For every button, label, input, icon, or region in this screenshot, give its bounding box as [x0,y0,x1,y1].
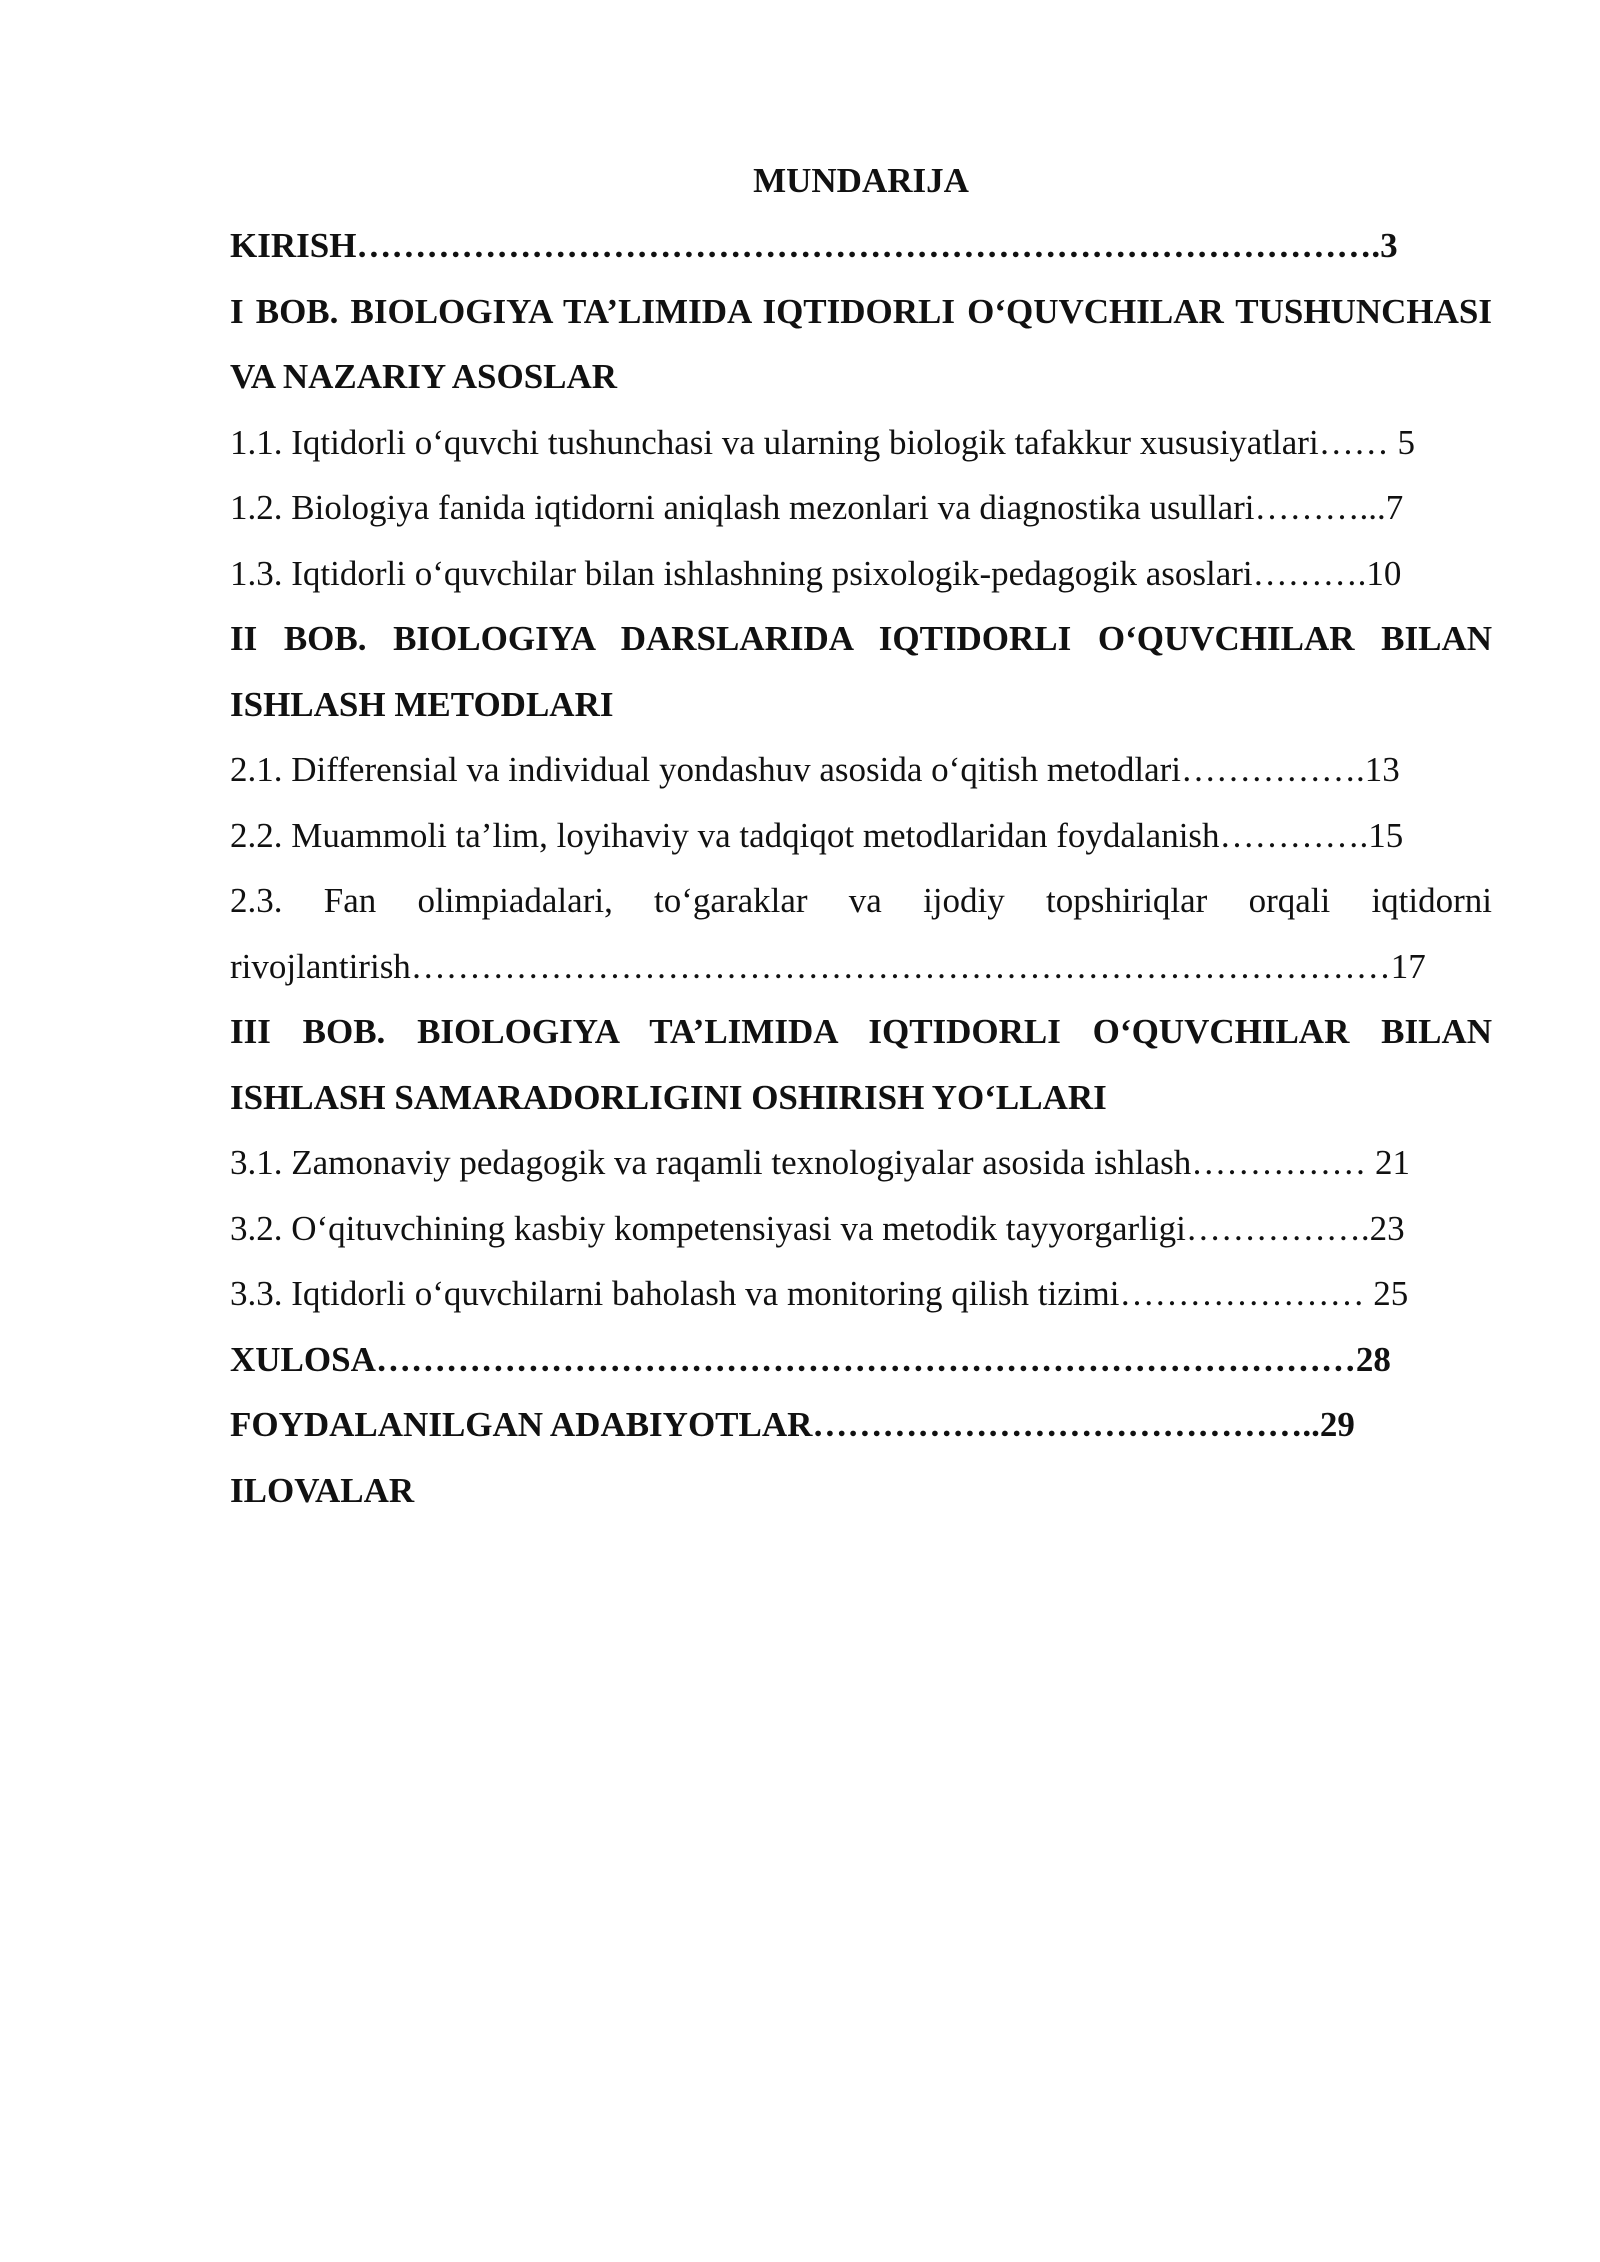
toc-chapter-2: II BOB. BIOLOGIYA DARSLARIDA IQTIDORLI O‘QUVCHILAR BILAN ISHLASH METODLARI [230,619,1492,724]
toc-section-3-2: 3.2. O‘qituvchining kasbiy kompetensiyasi va metodik tayyorgarligi…………….23 [230,1208,1405,1248]
table-of-contents [230,148,1492,1523]
toc-section-2-2: 2.2. Muammoli ta’lim, loyihaviy va tadqiqot metodlaridan foydalanish………….15 [230,815,1404,855]
toc-section-3-1: 3.1. Zamonaviy pedagogik va raqamli texnologiyalar asosida ishlash…………… 21 [230,1143,1411,1182]
toc-entry-appendices: ILOVALAR [230,1470,415,1510]
toc-entry-references: FOYDALANILGAN ADABIYOTLAR……………………………………..29 [230,1405,1355,1444]
page-title: MUNDARIJA [753,161,969,200]
toc-section-1-2: 1.2. Biologiya fanida iqtidorni aniqlash mezonlari va diagnostika usullari………...7 [230,488,1404,527]
toc-section-1-3: 1.3. Iqtidorli o‘quvchilar bilan ishlashning psixologik-pedagogik asoslari……….10 [230,553,1402,593]
toc-section-3-3: 3.3. Iqtidorli o‘quvchilarni baholash va monitoring qilish tizimi………………… 25 [230,1274,1409,1313]
toc-section-1-1: 1.1. Iqtidorli o‘quvchi tushunchasi va ularning biologik tafakkur xususiyatlari…… 5 [230,422,1415,462]
toc-entry-conclusion: XULOSA…………………………………………………………………………28 [230,1339,1391,1379]
toc-section-2-3: 2.3. Fan olimpiadalari, to‘garaklar va ijodiy topshiriqlar orqali iqtidorni rivojlantirish…………………………………………………………………………17 [230,881,1492,986]
toc-section-2-1: 2.1. Differensial va individual yondashuv asosida o‘qitish metodlari…………….13 [230,750,1400,789]
toc-entry-introduction: KIRISH…………………………………………………………………………….3 [230,226,1398,265]
toc-chapter-1: I BOB. BIOLOGIYA TA’LIMIDA IQTIDORLI O‘QUVCHILAR TUSHUNCHASI VA NAZARIY ASOSLAR [230,291,1492,396]
toc-chapter-3: III BOB. BIOLOGIYA TA’LIMIDA IQTIDORLI O‘QUVCHILAR BILAN ISHLASH SAMARADORLIGINI OSHIRISH YO‘LLARI [230,1012,1492,1117]
